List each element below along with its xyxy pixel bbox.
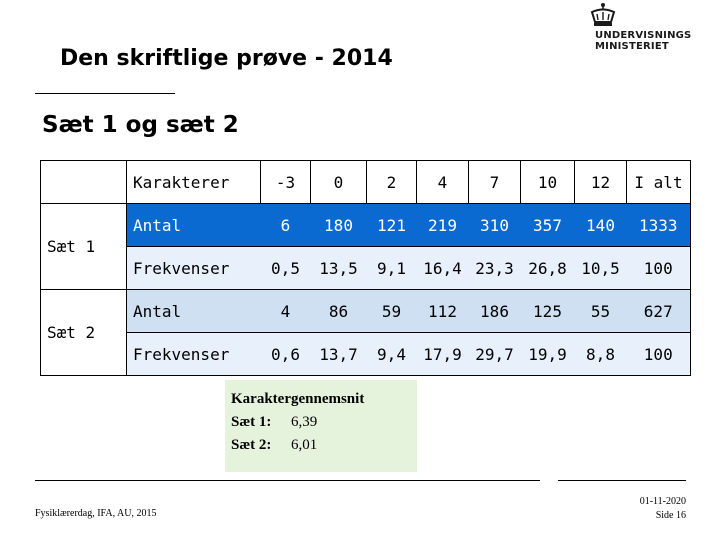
table-cell: 219	[417, 204, 469, 247]
average-value: 6,01	[291, 437, 318, 453]
logo-line-1: UNDERVISNINGS	[595, 30, 692, 41]
table-row	[41, 333, 691, 376]
table-cell: 86	[311, 290, 367, 333]
header-cell: 2	[367, 161, 417, 204]
table-cell: 100	[627, 247, 691, 290]
table-cell: 9,4	[367, 333, 417, 376]
average-box	[225, 380, 417, 472]
row-label: Antal	[127, 204, 261, 247]
set-label: Sæt 2	[41, 290, 127, 376]
table-cell: 26,8	[521, 247, 575, 290]
table-row	[41, 247, 691, 290]
header-cell: I alt	[627, 161, 691, 204]
header-cell: Karakterer	[127, 161, 261, 204]
header-cell: 12	[575, 161, 627, 204]
grades-table	[40, 160, 691, 376]
table-cell: 627	[627, 290, 691, 333]
header-row	[41, 161, 691, 204]
table-cell: 6	[261, 204, 311, 247]
table-cell: 121	[367, 204, 417, 247]
header-cell: 0	[311, 161, 367, 204]
footer-page-number: Side 16	[655, 510, 686, 521]
average-row	[231, 411, 317, 434]
table-cell: 59	[367, 290, 417, 333]
footer-source: Fysiklærerdag, IFA, AU, 2015	[35, 508, 157, 519]
slide-subtitle: Sæt 1 og sæt 2	[42, 112, 239, 138]
row-label: Frekvenser	[127, 333, 261, 376]
table-cell: 8,8	[575, 333, 627, 376]
table-cell: 13,5	[311, 247, 367, 290]
table-cell: 19,9	[521, 333, 575, 376]
title-divider	[35, 93, 175, 94]
table-cell: 186	[469, 290, 521, 333]
footer-date: 01-11-2020	[639, 496, 686, 507]
table-cell: 310	[469, 204, 521, 247]
table-cell: 0,6	[261, 333, 311, 376]
table-cell: 112	[417, 290, 469, 333]
set-label: Sæt 1	[41, 204, 127, 290]
header-cell: 10	[521, 161, 575, 204]
corner-cell	[41, 161, 127, 204]
table-cell: 357	[521, 204, 575, 247]
row-label: Frekvenser	[127, 247, 261, 290]
footer-divider	[35, 480, 540, 481]
footer-divider	[558, 480, 686, 481]
crown-icon	[588, 2, 618, 28]
table-cell: 0,5	[261, 247, 311, 290]
row-label: Antal	[127, 290, 261, 333]
table-cell: 1333	[627, 204, 691, 247]
table-cell: 17,9	[417, 333, 469, 376]
table-cell: 23,3	[469, 247, 521, 290]
table-cell: 4	[261, 290, 311, 333]
table-cell: 100	[627, 333, 691, 376]
average-label: Sæt 2:	[231, 437, 272, 453]
header-cell: 4	[417, 161, 469, 204]
average-title: Karaktergennemsnit	[231, 391, 365, 407]
table-cell: 140	[575, 204, 627, 247]
table-cell: 9,1	[367, 247, 417, 290]
table-cell: 13,7	[311, 333, 367, 376]
logo-line-2: MINISTERIET	[595, 41, 669, 52]
average-row	[231, 434, 317, 457]
table-cell: 180	[311, 204, 367, 247]
table-cell: 16,4	[417, 247, 469, 290]
table-row	[41, 290, 691, 333]
header-cell: 7	[469, 161, 521, 204]
slide-title: Den skriftlige prøve - 2014	[60, 46, 393, 71]
header-cell: -3	[261, 161, 311, 204]
table-cell: 10,5	[575, 247, 627, 290]
average-value: 6,39	[291, 414, 318, 430]
table-cell: 125	[521, 290, 575, 333]
table-cell: 55	[575, 290, 627, 333]
average-label: Sæt 1:	[231, 414, 272, 430]
table-cell: 29,7	[469, 333, 521, 376]
ministry-logo	[585, 2, 695, 57]
table-row	[41, 204, 691, 247]
